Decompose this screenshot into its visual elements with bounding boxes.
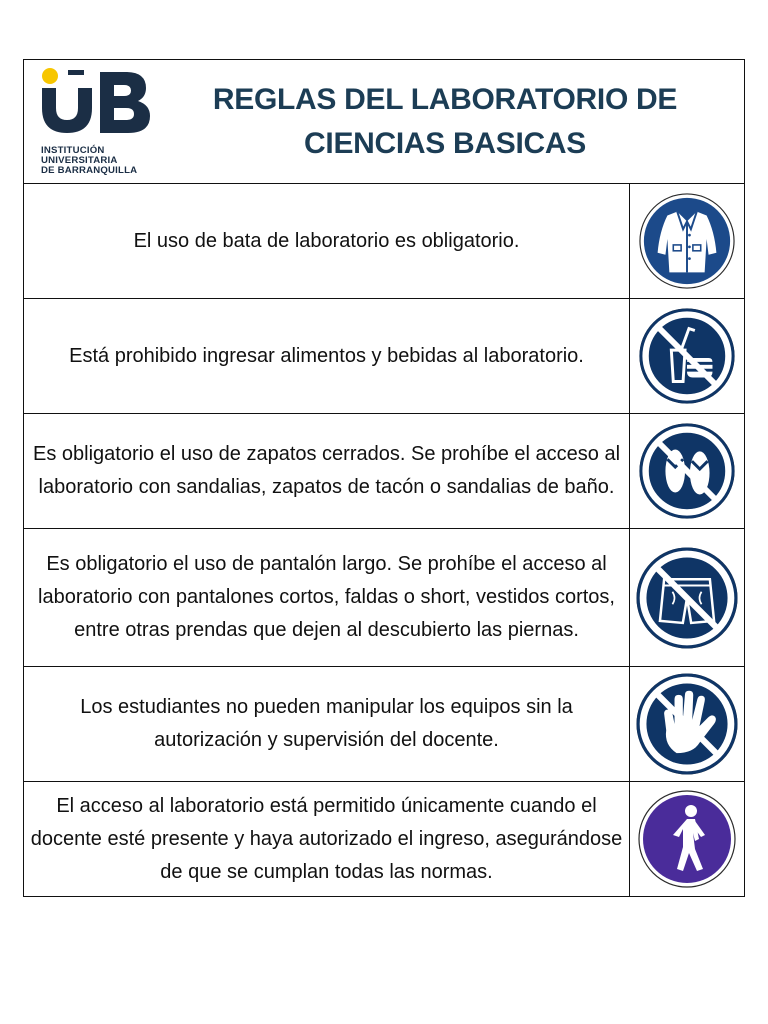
rule-text: Los estudiantes no pueden manipular los equipos sin la autorización y supervisión del docente. xyxy=(24,667,630,781)
ub-logo-icon xyxy=(38,66,168,142)
rules-sheet xyxy=(23,59,745,897)
lab-coat-icon xyxy=(638,192,736,290)
rule-icon-cell xyxy=(630,529,744,666)
rule-icon-cell xyxy=(630,299,744,413)
rule-icon-cell xyxy=(630,184,744,298)
pedestrian-access-icon xyxy=(637,789,737,889)
rule-row xyxy=(24,667,744,782)
rule-text: Es obligatorio el uso de pantalón largo. Se prohíbe el acceso al laboratorio con pantalones cortos, faldas o short, vestidos cortos, entre otras prendas que dejen al descubierto las piernas. xyxy=(24,529,630,666)
institution-logo xyxy=(38,66,168,178)
rule-row xyxy=(24,184,744,299)
rule-row xyxy=(24,782,744,896)
no-touch-icon xyxy=(635,672,739,776)
page-title xyxy=(194,78,696,166)
rule-text: Está prohibido ingresar alimentos y bebidas al laboratorio. xyxy=(24,299,630,413)
page-title-line: CIENCIAS BASICAS xyxy=(304,127,586,160)
rule-icon-cell xyxy=(630,667,744,781)
rule-icon-cell xyxy=(630,414,744,528)
rule-text: El acceso al laboratorio está permitido únicamente cuando el docente esté presente y haya autorizado el ingreso, asegurándose de que se cumplan todas las normas. xyxy=(24,782,630,896)
rule-text: Es obligatorio el uso de zapatos cerrados. Se prohíbe el acceso al laboratorio con sandalias, zapatos de tacón o sandalias de baño. xyxy=(24,414,630,528)
institution-name-line: INSTITUCIÓN xyxy=(41,145,105,156)
rule-row xyxy=(24,414,744,529)
rule-text: El uso de bata de laboratorio es obligatorio. xyxy=(24,184,630,298)
institution-name-line: UNIVERSITARIA xyxy=(41,155,118,166)
no-sandals-icon xyxy=(638,422,736,520)
institution-name-line: DE BARRANQUILLA xyxy=(41,165,138,176)
header xyxy=(24,60,744,184)
rule-row xyxy=(24,529,744,667)
no-shorts-icon xyxy=(635,546,739,650)
rule-icon-cell xyxy=(630,782,744,896)
page-title-line: REGLAS DEL LABORATORIO DE xyxy=(212,83,678,116)
rule-row xyxy=(24,299,744,414)
institution-name xyxy=(41,146,169,176)
no-food-drink-icon xyxy=(638,307,736,405)
